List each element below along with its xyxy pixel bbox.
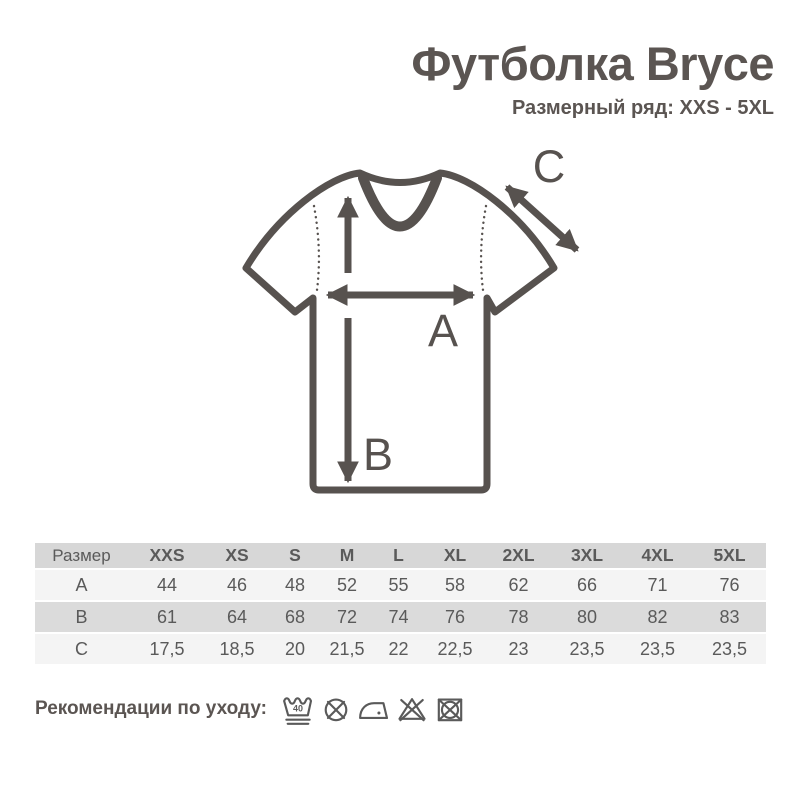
measurement-label-c: C <box>532 141 566 192</box>
table-cell: 80 <box>576 606 598 627</box>
tshirt-measurement-diagram <box>230 140 590 520</box>
table-cell: 52 <box>336 574 358 595</box>
iron-low-temperature-icon <box>357 690 391 728</box>
table-cell: 83 <box>719 606 740 627</box>
table-header-cell: XS <box>225 545 249 565</box>
table-cell: 23,5 <box>569 638 605 659</box>
size-table <box>35 543 766 666</box>
wash-temperature-value: 40 <box>293 703 303 714</box>
table-header-cell: 4XL <box>641 545 674 565</box>
table-header-cell: S <box>289 545 301 565</box>
table-header-cell: L <box>393 545 404 565</box>
table-header-row <box>35 543 766 568</box>
table-cell: 23 <box>508 638 529 659</box>
table-row-a <box>35 570 766 600</box>
table-cell: 66 <box>576 574 598 595</box>
table-cell: 78 <box>508 606 529 627</box>
table-cell: 44 <box>156 574 178 595</box>
table-header-cell: 3XL <box>570 545 604 565</box>
table-header-cell: M <box>339 545 355 565</box>
measurement-label-a: A <box>427 305 459 356</box>
tshirt-body-outline <box>246 173 554 490</box>
table-cell: 61 <box>156 606 178 627</box>
table-row-b <box>35 602 766 632</box>
tshirt-outline-illustration <box>230 140 590 520</box>
care-instructions-label: Рекомендации по уходу: <box>35 698 267 719</box>
table-cell: 71 <box>647 574 668 595</box>
table-cell: 22,5 <box>437 638 473 659</box>
row-label-cell: B <box>75 606 88 627</box>
table-cell: 20 <box>284 638 306 659</box>
care-instructions <box>35 690 467 728</box>
table-cell: 22 <box>388 638 409 659</box>
table-cell: 55 <box>388 574 409 595</box>
table-row-c <box>35 634 766 664</box>
table-cell: 58 <box>444 574 466 595</box>
table-cell: 46 <box>226 574 248 595</box>
table-cell: 72 <box>336 606 358 627</box>
table-cell: 23,5 <box>711 638 748 659</box>
table-cell: 76 <box>719 574 740 595</box>
do-not-tumble-dry-icon <box>433 690 467 728</box>
table-cell: 68 <box>284 606 306 627</box>
do-not-bleach-icon <box>395 690 429 728</box>
table-cell: 18,5 <box>219 638 255 659</box>
table-cell: 21,5 <box>329 638 365 659</box>
table-header-cell: 5XL <box>713 545 746 565</box>
table-cell: 74 <box>388 606 409 627</box>
table-header-cell: Размер <box>52 545 111 565</box>
table-cell: 17,5 <box>149 638 185 659</box>
table-header-cell: XL <box>443 545 467 565</box>
measurement-label-b: B <box>362 429 394 480</box>
table-cell: 62 <box>508 574 529 595</box>
table-cell: 48 <box>284 574 306 595</box>
table-cell: 82 <box>647 606 668 627</box>
table-cell: 64 <box>226 606 248 627</box>
header <box>411 37 774 120</box>
row-label-cell: A <box>75 574 88 595</box>
table-header-cell: 2XL <box>502 545 535 565</box>
page-title: Футболка Bryce <box>411 37 774 90</box>
table-header-cell: XXS <box>149 545 185 565</box>
wash-40-very-gentle-icon <box>281 690 315 728</box>
table-cell: 23,5 <box>639 638 676 659</box>
care-icons <box>281 690 467 728</box>
size-range-subtitle: Размерный ряд: XXS - 5XL <box>511 97 774 119</box>
table-cell: 76 <box>444 606 466 627</box>
row-label-cell: C <box>75 638 88 659</box>
do-not-dry-clean-icon <box>319 690 353 728</box>
